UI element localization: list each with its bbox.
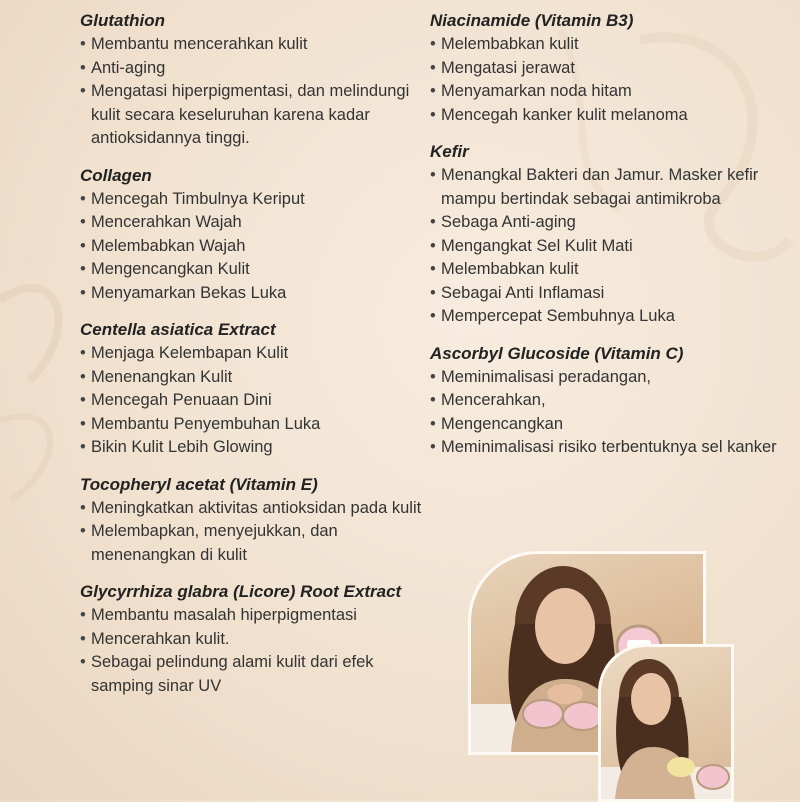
benefit-list xyxy=(430,164,780,329)
benefit-item: • Sebaga Anti-aging xyxy=(430,211,780,235)
benefit-item: • Anti-aging xyxy=(80,57,425,81)
benefit-item: • Mencerahkan Wajah xyxy=(80,211,425,235)
benefit-item: • Mengatasi jerawat xyxy=(430,57,780,81)
ingredient-section-ascorbyl-glucoside xyxy=(430,343,780,460)
ingredient-title: Glutathion xyxy=(80,11,165,30)
ingredient-title: Glycyrrhiza glabra (Licore) Root Extract xyxy=(80,582,402,601)
ingredient-title: Centella asiatica Extract xyxy=(80,320,276,339)
benefit-list xyxy=(430,366,780,460)
ingredient-title: Ascorbyl Glucoside (Vitamin C) xyxy=(430,343,684,363)
benefit-item: • Menangkal Bakteri dan Jamur. Masker kefir mampu bertindak sebagai antimikroba xyxy=(430,164,780,211)
benefit-list xyxy=(430,33,780,127)
benefit-list xyxy=(80,497,425,568)
product-model-photo-small xyxy=(598,644,734,802)
ingredient-section-centella-asiatica xyxy=(80,319,425,460)
benefit-list xyxy=(80,342,425,460)
benefit-item: • Membantu masalah hiperpigmentasi xyxy=(80,604,425,628)
ingredient-column-right xyxy=(430,10,780,474)
benefit-item: • Mengencangkan Kulit xyxy=(80,258,425,282)
ingredient-column-left xyxy=(80,10,425,712)
ingredient-section-niacinamide-vitamin xyxy=(430,10,780,127)
benefit-item: • Mencegah Timbulnya Keriput xyxy=(80,188,425,212)
benefit-item: • Menyamarkan Bekas Luka xyxy=(80,282,425,306)
benefit-item: • Mengencangkan xyxy=(430,413,780,437)
benefit-item: • Mencerahkan kulit. xyxy=(80,628,425,652)
benefit-item: • Meminimalisasi peradangan, xyxy=(430,366,780,390)
benefit-item: • Membantu Penyembuhan Luka xyxy=(80,413,425,437)
benefit-item: • Menenangkan Kulit xyxy=(80,366,425,390)
benefit-item: • Mencegah kanker kulit melanoma xyxy=(430,104,780,128)
benefit-item: • Mempercepat Sembuhnya Luka xyxy=(430,305,780,329)
benefit-list xyxy=(80,188,425,306)
benefit-item: • Melembabkan kulit xyxy=(430,33,780,57)
benefit-item: • Mengangkat Sel Kulit Mati xyxy=(430,235,780,259)
ingredient-title: Niacinamide (Vitamin B3) xyxy=(430,11,634,30)
benefit-item: • Sebagai pelindung alami kulit dari efek samping sinar UV xyxy=(80,651,425,698)
ingredient-section-glutathion xyxy=(80,10,425,151)
benefit-item: • Mencegah Penuaan Dini xyxy=(80,389,425,413)
ingredient-section-collagen xyxy=(80,165,425,306)
ingredient-section-tocopheryl-acetat xyxy=(80,474,425,568)
benefit-item: • Melembabkan kulit xyxy=(430,258,780,282)
benefit-item: • Menjaga Kelembapan Kulit xyxy=(80,342,425,366)
ingredient-section-glycyrrhiza-glabra xyxy=(80,581,425,698)
benefit-item: • Melembabkan Wajah xyxy=(80,235,425,259)
benefit-item: • Membantu mencerahkan kulit xyxy=(80,33,425,57)
benefit-item: • Sebagai Anti Inflamasi xyxy=(430,282,780,306)
ingredient-title: Tocopheryl acetat (Vitamin E) xyxy=(80,474,318,494)
ingredient-section-kefir xyxy=(430,141,780,329)
benefit-list xyxy=(80,33,425,151)
benefit-item: • Menyamarkan noda hitam xyxy=(430,80,780,104)
benefit-item: • Melembapkan, menyejukkan, dan menenangkan di kulit xyxy=(80,520,425,567)
benefit-item: • Bikin Kulit Lebih Glowing xyxy=(80,436,425,460)
ingredient-title: Collagen xyxy=(80,165,152,185)
benefit-item: • Meminimalisasi risiko terbentuknya sel kanker xyxy=(430,436,780,460)
benefit-item: • Meningkatkan aktivitas antioksidan pada kulit xyxy=(80,497,425,521)
benefit-list xyxy=(80,604,425,698)
benefit-item: • Mengatasi hiperpigmentasi, dan melindungi kulit secara keseluruhan karena kadar antioksidannya tinggi. xyxy=(80,80,425,151)
ingredient-title: Kefir xyxy=(430,142,469,161)
benefit-item: • Mencerahkan, xyxy=(430,389,780,413)
